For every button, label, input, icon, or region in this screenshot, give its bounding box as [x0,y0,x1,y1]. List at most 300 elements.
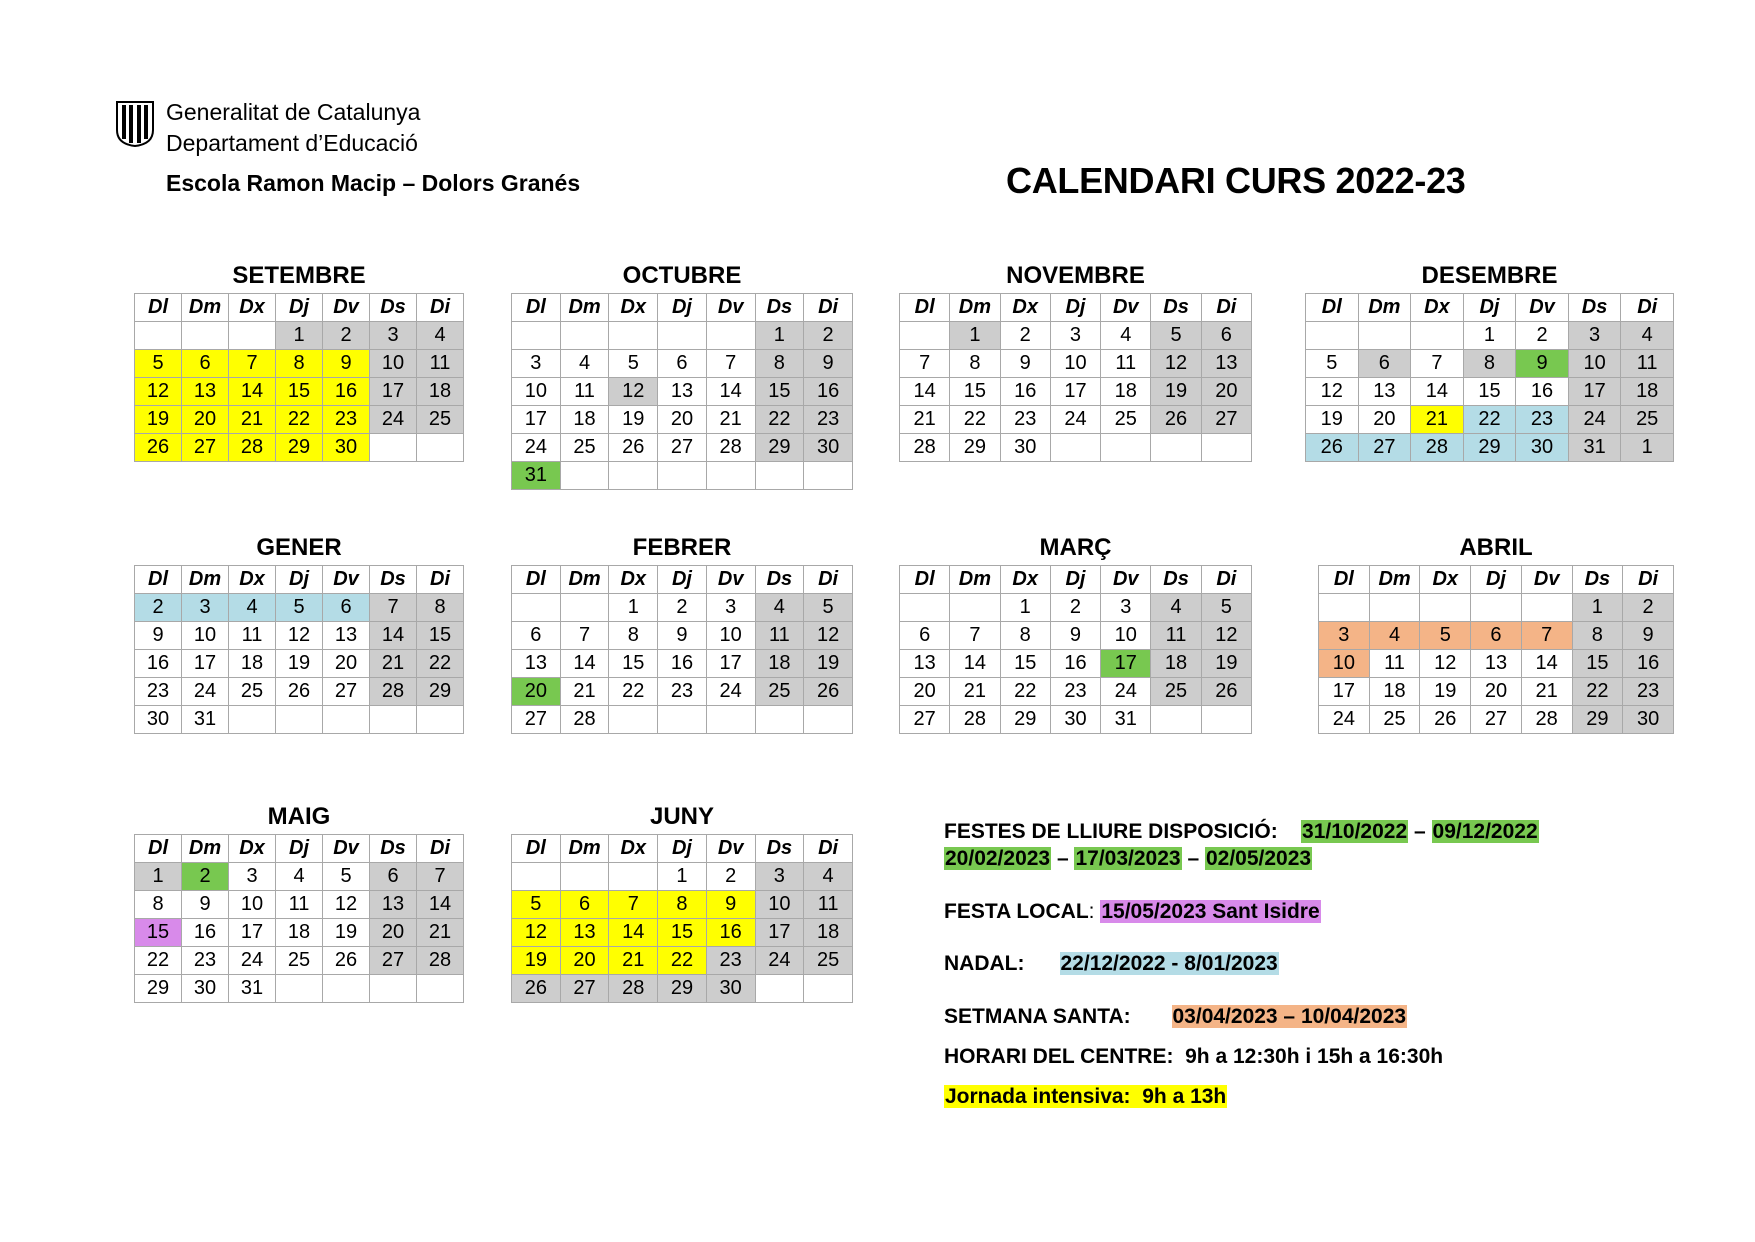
day-cell: 8 [135,891,182,919]
day-cell: 4 [417,322,464,350]
day-cell: 26 [1306,434,1359,462]
weekday-header: Dv [323,566,370,594]
day-cell: 9 [804,350,853,378]
day-cell: 21 [900,406,950,434]
day-cell: 3 [370,322,417,350]
day-cell: 22 [1463,406,1516,434]
day-cell: 14 [609,919,658,947]
week-row [512,650,853,678]
day-cell: 20 [182,406,229,434]
day-cell: 19 [512,947,561,975]
day-cell: 18 [1151,650,1201,678]
weekday-header: Dl [900,294,950,322]
weekday-header: Di [1623,566,1674,594]
week-row [512,975,853,1003]
week-row [1319,594,1674,622]
day-cell: 23 [804,406,853,434]
weekday-header: Dj [658,566,707,594]
day-cell: 14 [950,650,1000,678]
day-cell: 16 [706,919,755,947]
day-cell: 15 [417,622,464,650]
day-cell: 27 [658,434,707,462]
empty-cell [512,594,561,622]
weekday-header: Dx [229,835,276,863]
day-cell: 21 [229,406,276,434]
empty-cell [1201,434,1251,462]
day-cell: 20 [512,678,561,706]
school-name: Escola Ramon Macip – Dolors Granés [166,170,581,196]
day-cell: 24 [1319,706,1370,734]
week-row [512,406,853,434]
empty-cell [706,462,755,490]
day-cell: 17 [229,919,276,947]
day-cell: 9 [658,622,707,650]
week-row [135,975,464,1003]
weekday-header: Dx [1000,566,1050,594]
weekday-header-row [512,566,853,594]
month-desembre [1305,262,1674,462]
day-cell: 24 [182,678,229,706]
month-abril [1318,534,1674,734]
day-cell: 25 [276,947,323,975]
day-cell: 2 [1000,322,1050,350]
day-cell: 2 [706,863,755,891]
week-row [900,350,1252,378]
week-row [512,891,853,919]
month-grid [899,293,1252,462]
weekday-header: Dx [1000,294,1050,322]
month-name: ABRIL [1459,534,1533,561]
day-cell: 29 [1000,706,1050,734]
day-cell: 22 [609,678,658,706]
day-cell: 24 [370,406,417,434]
day-cell: 6 [1358,350,1411,378]
day-cell: 1 [950,322,1000,350]
day-cell: 5 [804,594,853,622]
day-cell: 10 [512,378,561,406]
day-cell: 21 [1521,678,1572,706]
day-cell: 13 [512,650,561,678]
day-cell: 5 [1151,322,1201,350]
day-cell: 25 [1151,678,1201,706]
day-cell: 2 [804,322,853,350]
weekday-header: Di [417,835,464,863]
empty-cell [1151,434,1201,462]
empty-cell [417,975,464,1003]
weekday-header: Dl [135,294,182,322]
empty-cell [1369,594,1420,622]
festa-date: 02/05/2023 [1205,847,1312,870]
empty-cell [560,594,609,622]
week-row [512,594,853,622]
empty-cell [755,706,804,734]
day-cell: 18 [1369,678,1420,706]
weekday-header: Ds [755,566,804,594]
day-cell: 28 [609,975,658,1003]
day-cell: 11 [229,622,276,650]
month-grid [511,834,853,1003]
day-cell: 9 [1050,622,1100,650]
day-cell: 12 [1306,378,1359,406]
week-row [135,350,464,378]
day-cell: 7 [1521,622,1572,650]
day-cell: 11 [1621,350,1674,378]
empty-cell [1319,594,1370,622]
day-cell: 16 [182,919,229,947]
day-cell: 17 [1568,378,1621,406]
month-name: DESEMBRE [1421,262,1558,289]
empty-cell [560,863,609,891]
day-cell: 16 [135,650,182,678]
weekday-header: Dv [323,835,370,863]
festa-local-line [944,900,1321,924]
empty-cell [1151,706,1201,734]
day-cell: 15 [658,919,707,947]
day-cell: 6 [560,891,609,919]
week-row [1306,406,1674,434]
day-cell: 14 [706,378,755,406]
weekday-header: Ds [370,294,417,322]
day-cell: 9 [1000,350,1050,378]
month-grid [899,565,1252,734]
weekday-header: Dv [1101,566,1151,594]
day-cell: 21 [609,947,658,975]
day-cell: 15 [1572,650,1623,678]
empty-cell [1306,322,1359,350]
day-cell: 2 [1516,322,1569,350]
weekday-header-row [1306,294,1674,322]
weekday-header: Dx [609,835,658,863]
day-cell: 30 [182,975,229,1003]
week-row [512,350,853,378]
day-cell: 23 [706,947,755,975]
day-cell: 5 [1420,622,1471,650]
day-cell: 25 [560,434,609,462]
week-row [512,947,853,975]
empty-cell [804,706,853,734]
day-cell: 6 [512,622,561,650]
day-cell: 3 [229,863,276,891]
day-cell: 7 [900,350,950,378]
week-row [135,378,464,406]
month-name: MARÇ [1039,534,1112,561]
month-name: MAIG [267,803,331,830]
day-cell: 28 [1411,434,1464,462]
day-cell: 12 [1420,650,1471,678]
day-cell: 11 [276,891,323,919]
day-cell: 1 [276,322,323,350]
empty-cell [950,594,1000,622]
weekday-header: Dm [182,835,229,863]
day-cell: 18 [1621,378,1674,406]
day-cell: 22 [417,650,464,678]
day-cell: 16 [1000,378,1050,406]
day-cell: 3 [512,350,561,378]
weekday-header: Dv [1521,566,1572,594]
day-cell: 30 [1050,706,1100,734]
day-cell: 24 [755,947,804,975]
day-cell: 11 [804,891,853,919]
month-octubre [511,262,853,490]
week-row [900,706,1252,734]
day-cell: 4 [755,594,804,622]
week-row [512,919,853,947]
month-febrer [511,534,853,734]
day-cell: 26 [1420,706,1471,734]
day-cell: 18 [417,378,464,406]
day-cell: 12 [609,378,658,406]
day-cell: 5 [512,891,561,919]
day-cell: 18 [1101,378,1151,406]
day-cell: 22 [1572,678,1623,706]
day-cell: 17 [1050,378,1100,406]
day-cell: 16 [658,650,707,678]
day-cell: 11 [755,622,804,650]
day-cell: 21 [706,406,755,434]
day-cell: 12 [512,919,561,947]
day-cell: 1 [1463,322,1516,350]
day-cell: 27 [182,434,229,462]
day-cell: 15 [276,378,323,406]
day-cell: 10 [706,622,755,650]
month-juny [511,803,853,1003]
weekday-header: Dj [1471,566,1522,594]
org-line-1: Generalitat de Catalunya [166,99,421,125]
weekday-header: Dm [560,835,609,863]
day-cell: 2 [658,594,707,622]
weekday-header: Dm [1358,294,1411,322]
day-cell: 16 [1050,650,1100,678]
month-grid [1305,293,1674,462]
day-cell: 8 [1572,622,1623,650]
week-row [135,891,464,919]
day-cell: 4 [229,594,276,622]
day-cell: 13 [900,650,950,678]
day-cell: 29 [1572,706,1623,734]
day-cell: 25 [417,406,464,434]
day-cell: 10 [182,622,229,650]
empty-cell [276,975,323,1003]
week-row [135,434,464,462]
weekday-header: Dl [135,566,182,594]
day-cell: 20 [370,919,417,947]
day-cell: 20 [323,650,370,678]
day-cell: 31 [182,706,229,734]
weekday-header: Dj [276,566,323,594]
week-row [135,678,464,706]
day-cell: 27 [1358,434,1411,462]
weekday-header: Dl [512,566,561,594]
day-cell: 1 [1621,434,1674,462]
weekday-header: Di [417,294,464,322]
page-title: CALENDARI CURS 2022-23 [1006,160,1466,201]
day-cell: 9 [135,622,182,650]
day-cell: 22 [135,947,182,975]
week-row [900,594,1252,622]
day-cell: 28 [706,434,755,462]
day-cell: 15 [135,919,182,947]
weekday-header: Dl [900,566,950,594]
day-cell: 29 [417,678,464,706]
day-cell: 24 [706,678,755,706]
day-cell: 22 [1000,678,1050,706]
day-cell: 3 [182,594,229,622]
day-cell: 14 [1411,378,1464,406]
day-cell: 25 [804,947,853,975]
day-cell: 1 [755,322,804,350]
day-cell: 8 [609,622,658,650]
horari-line [944,1045,1443,1069]
day-cell: 28 [417,947,464,975]
day-cell: 19 [1306,406,1359,434]
week-row [512,322,853,350]
setmana-santa-line [944,1005,1407,1029]
empty-cell [1411,322,1464,350]
day-cell: 27 [900,706,950,734]
day-cell: 21 [370,650,417,678]
day-cell: 19 [609,406,658,434]
weekday-header: Dj [658,294,707,322]
day-cell: 28 [950,706,1000,734]
day-cell: 14 [417,891,464,919]
week-row [1319,706,1674,734]
weekday-header: Dv [706,294,755,322]
day-cell: 7 [417,863,464,891]
day-cell: 14 [560,650,609,678]
day-cell: 20 [560,947,609,975]
weekday-header: Ds [1572,566,1623,594]
day-cell: 3 [1568,322,1621,350]
day-cell: 6 [1471,622,1522,650]
dash: – [1187,847,1200,870]
day-cell: 1 [1572,594,1623,622]
generalitat-logo-icon [113,100,157,148]
day-cell: 27 [1471,706,1522,734]
empty-cell [229,322,276,350]
day-cell: 19 [276,650,323,678]
empty-cell [609,462,658,490]
weekday-header: Dx [609,566,658,594]
day-cell: 16 [804,378,853,406]
day-cell: 23 [658,678,707,706]
weekday-header-row [512,835,853,863]
empty-cell [135,322,182,350]
weekday-header-row [135,294,464,322]
weekday-header: Dv [323,294,370,322]
weekday-header: Dx [1411,294,1464,322]
weekday-header: Dm [950,566,1000,594]
festa-local-colon: : [1088,900,1095,923]
day-cell: 12 [323,891,370,919]
week-row [512,678,853,706]
weekday-header: Dv [1101,294,1151,322]
festes-lliure-line-1 [944,820,1539,844]
day-cell: 15 [1463,378,1516,406]
week-row [135,863,464,891]
weekday-header: Di [1201,294,1251,322]
day-cell: 11 [1369,650,1420,678]
weekday-header: Dm [182,294,229,322]
week-row [135,594,464,622]
week-row [512,706,853,734]
day-cell: 9 [182,891,229,919]
day-cell: 22 [276,406,323,434]
month-grid [1318,565,1674,734]
festa-local-label: FESTA LOCAL [944,900,1089,923]
day-cell: 19 [1201,650,1251,678]
day-cell: 14 [229,378,276,406]
weekday-header: Dj [1050,294,1100,322]
day-cell: 20 [1471,678,1522,706]
day-cell: 8 [658,891,707,919]
empty-cell [1471,594,1522,622]
day-cell: 30 [1623,706,1674,734]
empty-cell [1050,434,1100,462]
day-cell: 24 [1101,678,1151,706]
empty-cell [755,975,804,1003]
weekday-header-row [135,835,464,863]
day-cell: 28 [560,706,609,734]
weekday-header: Dl [512,294,561,322]
empty-cell [900,594,950,622]
day-cell: 14 [370,622,417,650]
day-cell: 17 [512,406,561,434]
day-cell: 21 [1411,406,1464,434]
empty-cell [417,706,464,734]
day-cell: 5 [323,863,370,891]
day-cell: 16 [1623,650,1674,678]
day-cell: 21 [950,678,1000,706]
day-cell: 15 [609,650,658,678]
day-cell: 1 [609,594,658,622]
day-cell: 8 [950,350,1000,378]
week-row [900,434,1252,462]
day-cell: 19 [135,406,182,434]
empty-cell [512,863,561,891]
month-name: JUNY [649,803,715,830]
week-row [900,322,1252,350]
day-cell: 28 [370,678,417,706]
weekday-header: Di [804,294,853,322]
day-cell: 30 [706,975,755,1003]
day-cell: 8 [417,594,464,622]
weekday-header: Di [804,566,853,594]
empty-cell [1420,594,1471,622]
day-cell: 11 [417,350,464,378]
festa-date: 31/10/2022 [1302,820,1408,843]
week-row [512,462,853,490]
day-cell: 22 [950,406,1000,434]
weekday-header: Dj [1463,294,1516,322]
weekday-header-row [1319,566,1674,594]
weekday-header: Ds [370,835,417,863]
day-cell: 4 [560,350,609,378]
day-cell: 12 [1151,350,1201,378]
empty-cell [417,434,464,462]
day-cell: 26 [135,434,182,462]
empty-cell [658,322,707,350]
week-row [900,406,1252,434]
weekday-header: Dm [560,294,609,322]
day-cell: 10 [370,350,417,378]
day-cell: 20 [658,406,707,434]
day-cell: 19 [323,919,370,947]
weekday-header: Dm [950,294,1000,322]
day-cell: 30 [1516,434,1569,462]
day-cell: 25 [1369,706,1420,734]
day-cell: 29 [276,434,323,462]
weekday-header: Dj [276,835,323,863]
